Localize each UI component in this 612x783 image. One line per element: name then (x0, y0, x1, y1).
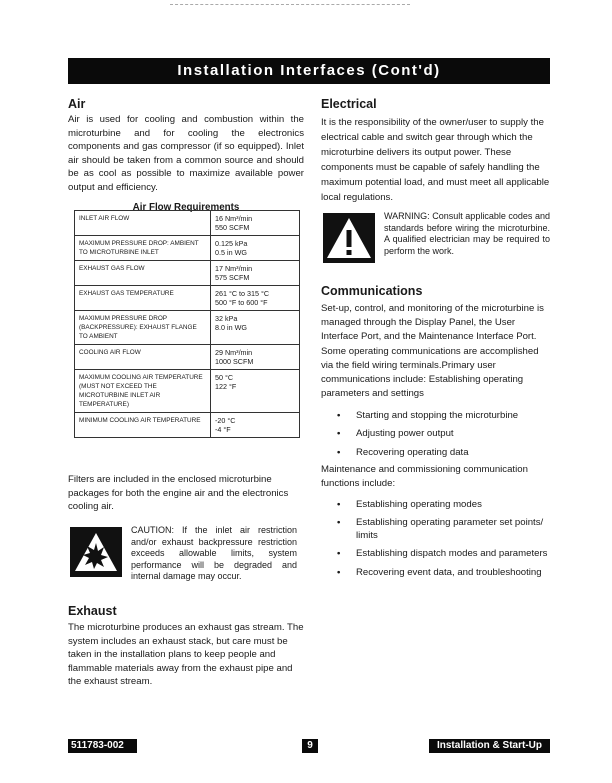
list-item (321, 428, 553, 440)
top-scan-line (170, 4, 410, 5)
list-item-text: Adjusting power output (356, 428, 454, 440)
list-item-text: Recovering event data, and troubleshooting (356, 566, 542, 578)
table-row (75, 211, 300, 236)
bullet-icon: • (337, 566, 341, 578)
list-item (321, 548, 553, 560)
footer-page-number: 9 (302, 739, 318, 753)
row-value: -20 °C -4 °F (211, 413, 300, 438)
filters-paragraph: Filters are included in the enclosed microturbine packages for both the engine air and the electronics cooling air. (68, 474, 289, 512)
air-flow-table (74, 210, 300, 438)
caution-note (131, 525, 297, 583)
list-item (321, 517, 553, 542)
table-row (75, 236, 300, 261)
caution-explosion-icon (70, 527, 122, 577)
row-value: 16 Nm³/min 550 SCFM (211, 211, 300, 236)
bullet-icon: • (337, 499, 341, 510)
list-item-text: Recovering operating data (356, 446, 469, 458)
maintenance-intro-wrap (321, 463, 553, 491)
caution-text: CAUTION: If the inlet air restriction and/or exhaust backpressure restriction exceeds allowable limits, system performance will be degraded and internal damage may occur. (131, 525, 297, 582)
row-value: 17 Nm³/min 575 SCFM (211, 261, 300, 286)
row-value: 0.125 kPa 0.5 in WG (211, 236, 300, 261)
row-label: INLET AIR FLOW (75, 211, 211, 236)
row-value: 50 °C 122 °F (211, 370, 300, 413)
warning-text: WARNING: Consult applicable codes and standards before wiring the microturbine. A qualified electrician may be required to perform the work. (384, 211, 550, 256)
exhaust-text: The microturbine produces an exhaust gas stream. The system includes an exhaust stack, but care must be taken in the installation plans to keep people and flammable materials away from the exhaust pipe and the exhaust stream. (68, 622, 304, 687)
table-row (75, 370, 300, 413)
row-label: COOLING AIR FLOW (75, 345, 211, 370)
warning-note (384, 211, 550, 257)
communications-intro: Set-up, control, and monitoring of the microturbine is managed through the Display Panel, the User Interface Port, and the Maintenance Interface Port. Some operating communications are accomplished via the field wiring terminals.Primary user communications include: Establishing operating parameters and settings (321, 303, 544, 400)
user-comm-list (321, 410, 553, 459)
row-label: MAXIMUM PRESSURE DROP (BACKPRESSURE): EXHAUST FLANGE TO AMBIENT (75, 311, 211, 345)
row-value: 29 Nm³/min 1000 SCFM (211, 345, 300, 370)
row-value: 261 °C to 315 °C 500 °F to 600 °F (211, 286, 300, 311)
air-intro: Air is used for cooling and combustion within the microturbine and for cooling the electronics components and gas compressor (if so equipped). Inlet air should be taken from a common source and should be as cool as possible to maximize available power output and efficiency. (68, 114, 304, 193)
row-label: EXHAUST GAS TEMPERATURE (75, 286, 211, 311)
air-table-title: Air Flow Requirements (132, 202, 240, 213)
bullet-icon: • (337, 428, 341, 440)
footer-doc-number: 511783-002 (68, 739, 137, 753)
list-item-text: Establishing dispatch modes and parameters (356, 548, 548, 560)
air-flow-table-wrap (74, 210, 300, 438)
page-banner: Installation Interfaces (Cont'd) (68, 58, 550, 84)
bullet-icon: • (337, 517, 341, 529)
table-row (75, 286, 300, 311)
table-row (75, 345, 300, 370)
row-label: MAXIMUM PRESSURE DROP: AMBIENT TO MICROTURBINE INLET (75, 236, 211, 261)
bullet-icon: • (337, 410, 341, 421)
maintenance-intro: Maintenance and commissioning communication functions include: (321, 464, 528, 489)
footer-section-title: Installation & Start-Up (429, 739, 550, 753)
list-item-text: Starting and stopping the microturbine (356, 410, 519, 421)
user-comm-list-wrap (321, 410, 553, 465)
warning-exclamation-icon (323, 213, 375, 263)
list-item (321, 410, 553, 422)
electrical-heading: Electrical (321, 97, 377, 111)
bullet-icon: • (337, 548, 341, 560)
row-label: MAXIMUM COOLING AIR TEMPERATURE (MUST NOT EXCEED THE MICROTURBINE INLET AIR TEMPERATURE) (75, 370, 211, 413)
filters-paragraph-wrap (68, 473, 304, 514)
list-item (321, 499, 553, 511)
communications-section (321, 284, 553, 401)
list-item-text: Establishing operating parameter set points/ limits (356, 517, 544, 541)
electrical-section (321, 97, 553, 205)
maintenance-list (321, 499, 553, 579)
air-heading: Air (68, 97, 86, 111)
electrical-text: It is the responsibility of the owner/user to supply the electrical cable and switch gear through which the microturbine delivers its output power. These components must be capable of safely handling the maximum potential load, and must meet all applicable local regulations. (321, 117, 550, 203)
air-section (68, 97, 304, 213)
table-row (75, 413, 300, 438)
communications-heading: Communications (321, 284, 423, 298)
list-item (321, 447, 553, 459)
row-label: EXHAUST GAS FLOW (75, 261, 211, 286)
list-item (321, 567, 553, 579)
row-label: MINIMUM COOLING AIR TEMPERATURE (75, 413, 211, 438)
exhaust-heading: Exhaust (68, 604, 117, 618)
table-row (75, 261, 300, 286)
bullet-icon: • (337, 446, 341, 458)
list-item-text: Establishing operating modes (356, 499, 482, 510)
maintenance-list-wrap (321, 499, 553, 585)
table-row (75, 311, 300, 345)
exhaust-section (68, 604, 304, 689)
row-value: 32 kPa 8.0 in WG (211, 311, 300, 345)
